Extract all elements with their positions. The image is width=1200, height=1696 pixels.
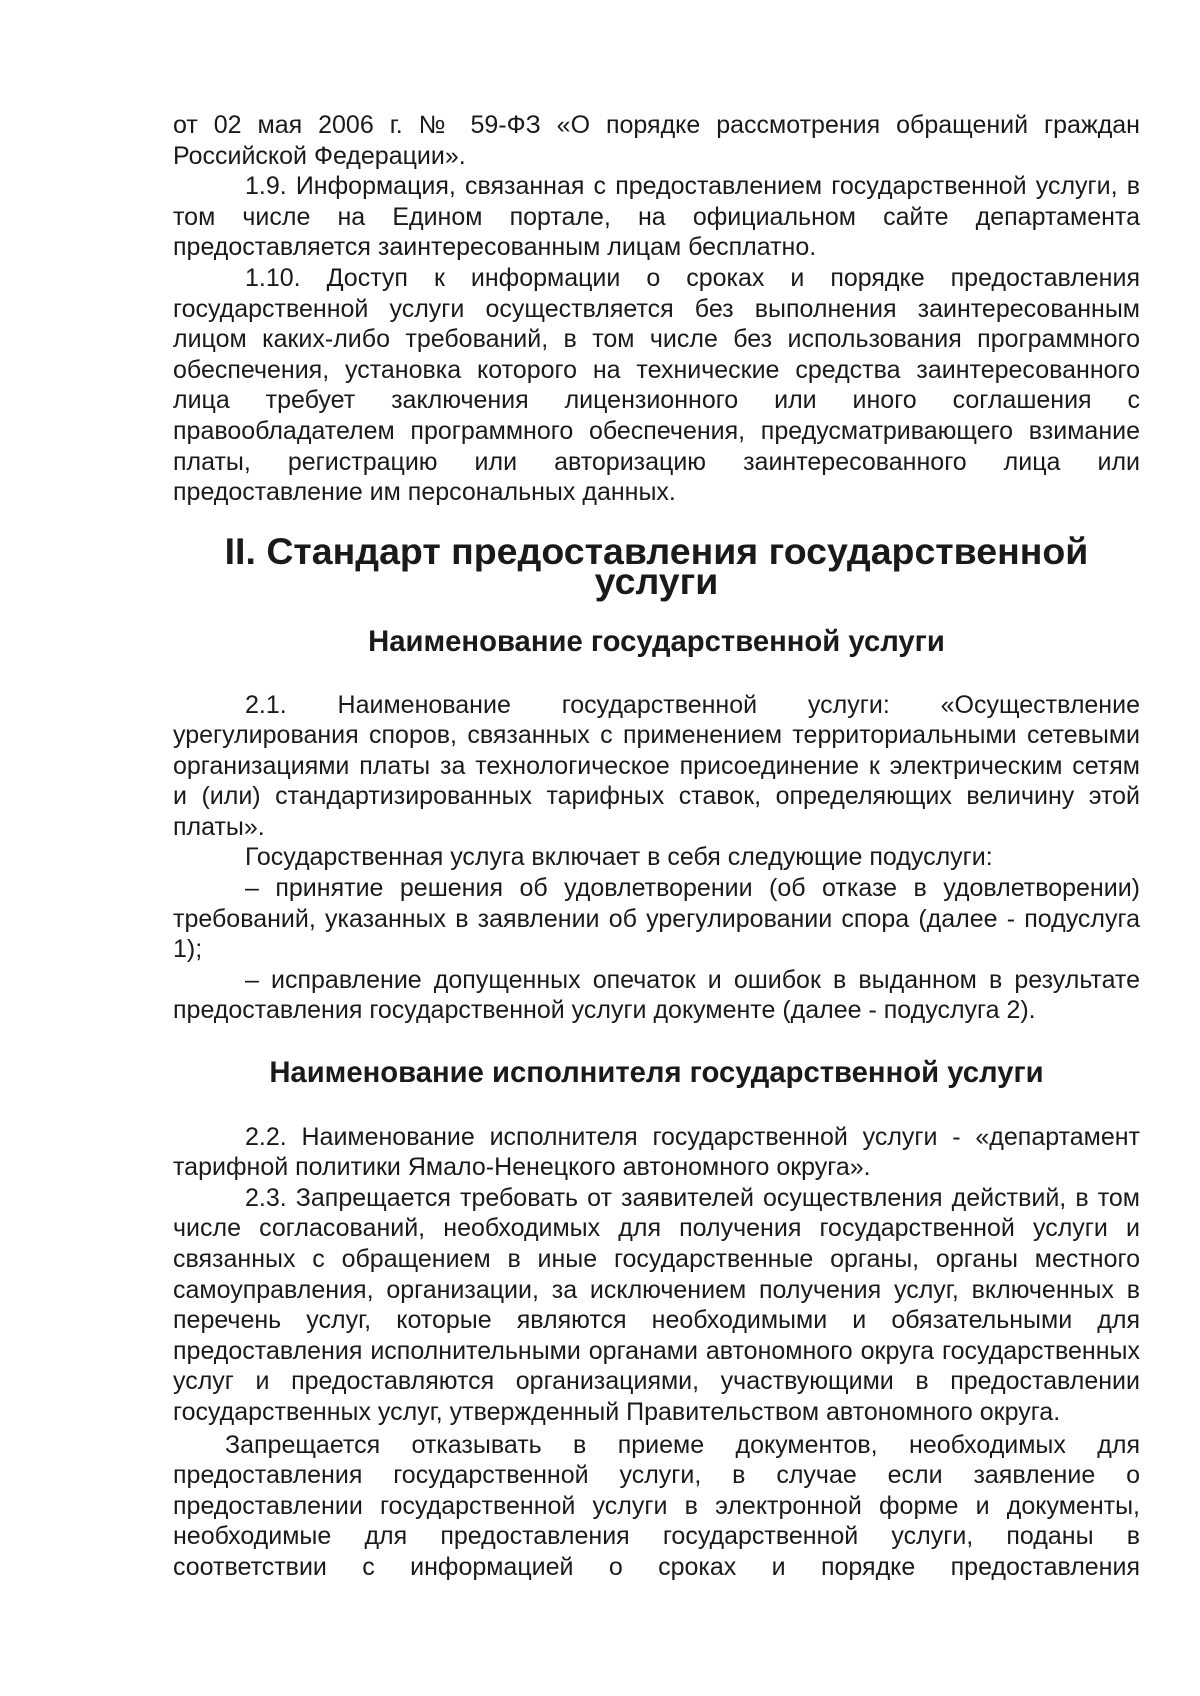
list-item-subservice-1: – принятие решения об удовлетворении (об отказе в удовлетворении) требований, указанных в заявлении об урегулировании спора (далее - подуслуга 1); — [173, 874, 1140, 964]
subsection-title-service-name: Наименование государственной услуги — [368, 625, 945, 658]
document-page — [173, 110, 1140, 1583]
paragraph-2-3: 2.3. Запрещается требовать от заявителей осуществления действий, в том числе согласований, необходимых для получения государственной услуги и связанных с обращением в иные государственные органы, органы местного самоуправления, организации, за исключением получения услуг, включенных в перечень услуг, которые являются необходимыми и обязательными для предоставления исполнительными органами автономного округа государственных услуг и предоставляются организациями, участвующими в предоставлении государственных услуг, утвержденный Правительством автономного округа. — [173, 1183, 1140, 1426]
paragraph-refusal-prohibition: Запрещается отказывать в приеме документов, необходимых для предоставления государственной услуги, в случае если заявление о предоставлении государственной услуги в электронной форме и документы, необходимые для предоставления государственной услуги, поданы в соответствии с информацией о сроках и порядке предоставления — [173, 1430, 1140, 1581]
paragraph-law-reference: от 02 мая 2006 г. № 59-ФЗ «О порядке рассмотрения обращений граждан Российской Федерации». — [173, 111, 1140, 170]
section-title: II. Стандарт предоставления государственной услуги — [224, 529, 1089, 603]
paragraph-subservices-intro: Государственная услуга включает в себя следующие подуслуги: — [245, 843, 993, 872]
paragraph-1-10: 1.10. Доступ к информации о сроках и порядке предоставления государственной услуги осуществляется без выполнения заинтересованным лицом каких-либо требований, в том числе без использования программного обеспечения, установка которого на технические средства заинтересованного лица требует заключения лицензионного или иного соглашения с правообладателем программного обеспечения, предусматривающего взимание платы, регистрацию или авторизацию заинтересованного лица или предоставление им персональных данных. — [173, 263, 1140, 507]
paragraph-2-2: 2.2. Наименование исполнителя государственной услуги - «департамент тарифной политики Ямало-Ненецкого автономного округа». — [173, 1122, 1140, 1182]
paragraph-2-1: 2.1. Наименование государственной услуги: «Осуществление урегулирования споров, связанных с применением территориальными сетевыми организациями платы за технологическое присоединение к электрическим сетям и (или) стандартизированных тарифных ставок, определяющих величину этой платы». — [173, 690, 1140, 841]
list-item-subservice-2: – исправление допущенных опечаток и ошибок в выданном в результате предоставления государственной услуги документе (далее - подуслуга 2). — [173, 965, 1140, 1025]
paragraph-1-9: 1.9. Информация, связанная с предоставлением государственной услуги, в том числе на Едином портале, на официальном сайте департамента предоставляется заинтересованным лицам бесплатно. — [173, 172, 1140, 262]
subsection-title-executor: Наименование исполнителя государственной услуги — [269, 1057, 1044, 1090]
